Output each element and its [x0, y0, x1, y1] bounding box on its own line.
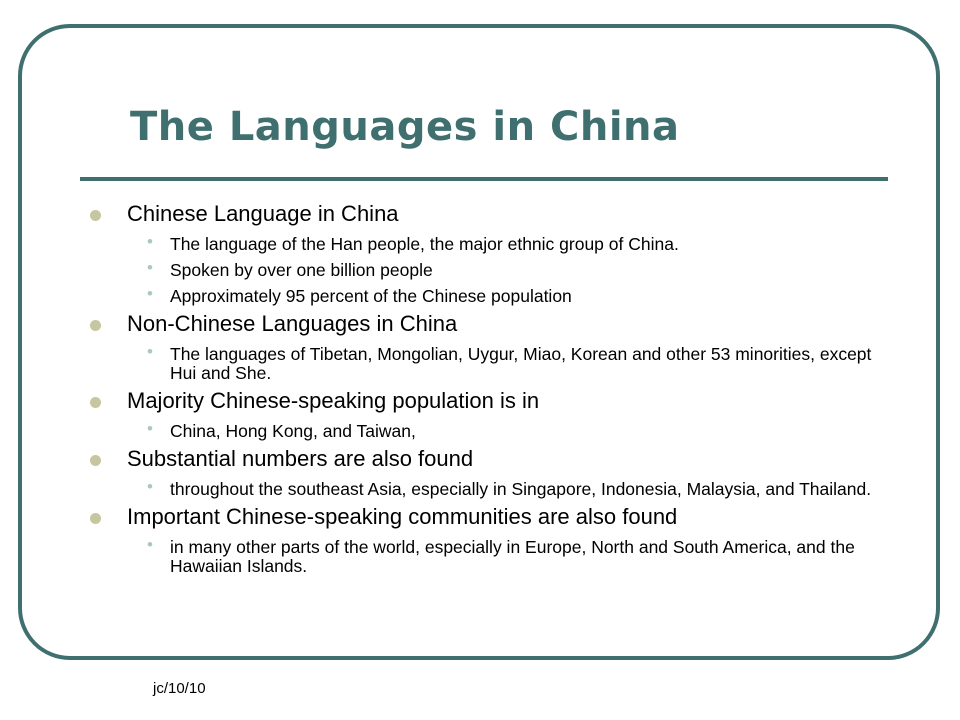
bullet-item	[90, 200, 890, 306]
sub-bullet-dot-icon: •	[147, 284, 153, 303]
sub-bullet-text: The language of the Han people, the major ethnic group of China.	[170, 234, 679, 254]
sub-bullet-dot-icon: •	[147, 258, 153, 277]
sub-bullet-item	[127, 258, 890, 280]
sub-bullet-item	[127, 342, 890, 383]
bullet-text: Non-Chinese Languages in China	[127, 311, 458, 336]
bullet-dot-icon	[90, 455, 101, 466]
bullet-text: Important Chinese-speaking communities are also found	[127, 504, 678, 529]
sub-bullet-text: The languages of Tibetan, Mongolian, Uygur, Miao, Korean and other 53 minorities, except Hui and She.	[170, 344, 872, 383]
slide-footer: jc/10/10	[153, 680, 206, 697]
bullet-item	[90, 445, 890, 499]
bullet-text: Substantial numbers are also found	[127, 446, 474, 471]
sub-bullet-list	[127, 342, 890, 383]
slide-title: The Languages in China	[130, 104, 680, 150]
sub-bullet-text: throughout the southeast Asia, especially in Singapore, Indonesia, Malaysia, and Thailand.	[170, 479, 872, 499]
bullet-list	[90, 200, 890, 577]
bullet-item	[90, 387, 890, 441]
bullet-item	[90, 310, 890, 383]
bullet-dot-icon	[90, 397, 101, 408]
sub-bullet-dot-icon: •	[147, 419, 153, 438]
bullet-item	[90, 503, 890, 576]
sub-bullet-text: China, Hong Kong, and Taiwan,	[170, 421, 416, 441]
bullet-dot-icon	[90, 210, 101, 221]
sub-bullet-item	[127, 535, 890, 576]
sub-bullet-dot-icon: •	[147, 477, 153, 496]
sub-bullet-text: Approximately 95 percent of the Chinese population	[170, 286, 572, 306]
title-divider	[80, 177, 888, 181]
bullet-text: Majority Chinese-speaking population is in	[127, 388, 540, 413]
bullet-text: Chinese Language in China	[127, 201, 399, 226]
sub-bullet-item	[127, 477, 890, 499]
sub-bullet-dot-icon: •	[147, 232, 153, 251]
sub-bullet-list	[127, 535, 890, 576]
sub-bullet-text: in many other parts of the world, especially in Europe, North and South America, and the Hawaiian Islands.	[170, 537, 855, 576]
sub-bullet-dot-icon: •	[147, 535, 153, 554]
sub-bullet-list	[127, 232, 890, 306]
bullet-dot-icon	[90, 513, 101, 524]
sub-bullet-text: Spoken by over one billion people	[170, 260, 433, 280]
sub-bullet-list	[127, 419, 890, 441]
bullet-dot-icon	[90, 320, 101, 331]
sub-bullet-item	[127, 284, 890, 306]
sub-bullet-list	[127, 477, 890, 499]
sub-bullet-item	[127, 419, 890, 441]
sub-bullet-dot-icon: •	[147, 342, 153, 361]
sub-bullet-item	[127, 232, 890, 254]
